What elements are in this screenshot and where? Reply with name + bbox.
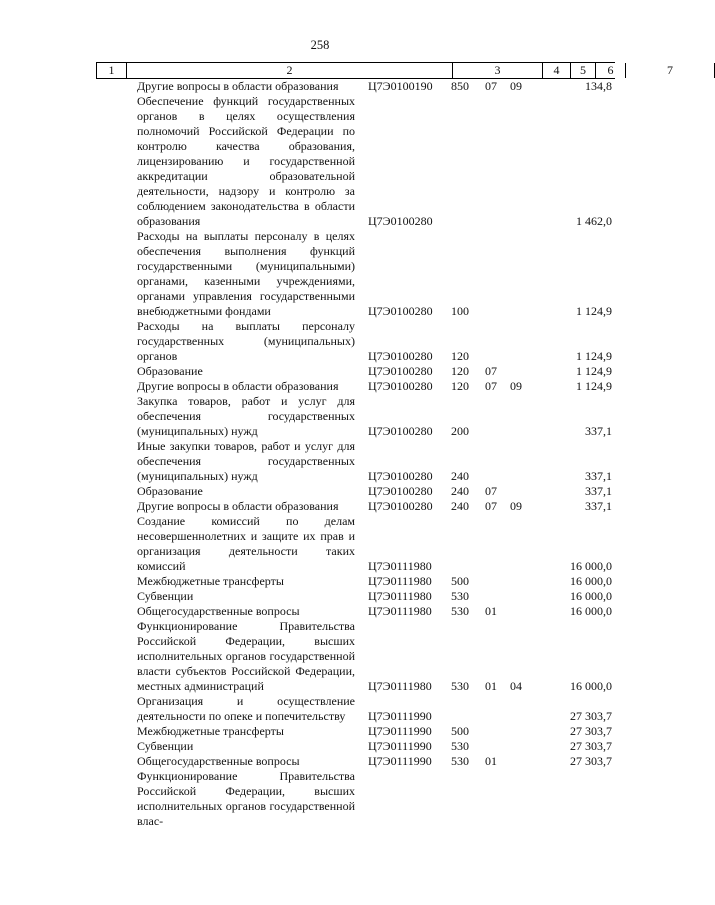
row-expense-type: 100 — [451, 304, 469, 318]
row-name: Другие вопросы в области образования — [137, 379, 339, 393]
row-amount: 1 462,0 — [576, 214, 612, 228]
table-row — [0, 724, 640, 739]
row-name: Расходы на выплаты персоналу в целях обеспечения выполнения функций государственными (муниципальными) органами, казенными учреждениями, органами управления государственными внебюджетными фондами — [137, 229, 355, 318]
row-amount: 16 000,0 — [570, 679, 612, 693]
row-code: Ц7Э0100280 — [368, 364, 433, 378]
row-code: Ц7Э0111980 — [368, 604, 432, 618]
row-name: Создание комиссий по делам несовершеннолетних и защите их прав и организация деятельности таких комиссий — [137, 514, 355, 573]
row-name: Общегосударственные вопросы — [137, 604, 300, 618]
row-expense-type: 530 — [451, 589, 469, 603]
row-amount: 1 124,9 — [576, 349, 612, 363]
row-code: Ц7Э0111980 — [368, 679, 432, 693]
row-amount: 337,1 — [585, 469, 612, 483]
row-amount: 1 124,9 — [576, 379, 612, 393]
row-expense-type: 120 — [451, 379, 469, 393]
row-expense-type: 500 — [451, 724, 469, 738]
row-expense-type: 530 — [451, 679, 469, 693]
header-col-7: 7 — [625, 63, 715, 78]
row-name: Образование — [137, 364, 203, 378]
row-code: Ц7Э0100280 — [368, 499, 433, 513]
row-code: Ц7Э0100280 — [368, 484, 433, 498]
table-row — [0, 754, 640, 769]
table-row — [0, 499, 640, 514]
row-section: 07 — [485, 79, 497, 93]
table-row — [0, 379, 640, 394]
page-number: 258 — [310, 38, 330, 52]
row-section: 07 — [485, 499, 497, 513]
row-code: Ц7Э0100280 — [368, 214, 433, 228]
row-subsection: 09 — [510, 79, 522, 93]
row-amount: 27 303,7 — [570, 754, 612, 768]
row-name: Функционирование Правительства Российской Федерации, высших исполнительных органов государственной влас- — [137, 769, 355, 828]
row-name: Иные закупки товаров, работ и услуг для обеспечения государственных (муниципальных) нужд — [137, 439, 355, 483]
row-code: Ц7Э0100280 — [368, 469, 433, 483]
header-col-1: 1 — [96, 63, 126, 78]
table-row — [0, 319, 640, 364]
table-row — [0, 94, 640, 229]
row-name: Функционирование Правительства Российской Федерации, высших исполнительных органов государственной власти субъектов Российской Федерации, местных администраций — [137, 619, 355, 693]
row-amount: 1 124,9 — [576, 364, 612, 378]
row-amount: 337,1 — [585, 484, 612, 498]
row-amount: 27 303,7 — [570, 739, 612, 753]
row-expense-type: 500 — [451, 574, 469, 588]
budget-table-body — [0, 79, 640, 829]
row-name: Образование — [137, 484, 203, 498]
row-section: 01 — [485, 754, 497, 768]
row-expense-type: 850 — [451, 79, 469, 93]
row-name: Расходы на выплаты персоналу государственных (муниципальных) органов — [137, 319, 355, 363]
row-name: Межбюджетные трансферты — [137, 724, 284, 738]
row-name: Субвенции — [137, 739, 194, 753]
header-col-6: 6 — [595, 63, 625, 78]
table-row — [0, 769, 640, 829]
row-amount: 16 000,0 — [570, 574, 612, 588]
table-row — [0, 604, 640, 619]
row-amount: 16 000,0 — [570, 589, 612, 603]
header-col-5: 5 — [570, 63, 595, 78]
table-row — [0, 484, 640, 499]
table-row — [0, 694, 640, 724]
row-code: Ц7Э0111980 — [368, 559, 432, 573]
table-row — [0, 574, 640, 589]
table-row — [0, 619, 640, 694]
row-code: Ц7Э0100280 — [368, 424, 433, 438]
row-amount: 337,1 — [585, 499, 612, 513]
row-name: Закупка товаров, работ и услуг для обеспечения государственных (муниципальных) нужд — [137, 394, 355, 438]
row-code: Ц7Э0111980 — [368, 589, 432, 603]
row-name: Межбюджетные трансферты — [137, 574, 284, 588]
header-col-4: 4 — [542, 63, 570, 78]
row-section: 01 — [485, 679, 497, 693]
row-code: Ц7Э0111990 — [368, 724, 432, 738]
row-amount: 27 303,7 — [570, 724, 612, 738]
row-subsection: 09 — [510, 379, 522, 393]
row-code: Ц7Э0100280 — [368, 379, 433, 393]
row-expense-type: 530 — [451, 739, 469, 753]
row-amount: 27 303,7 — [570, 709, 612, 723]
row-name: Общегосударственные вопросы — [137, 754, 300, 768]
row-expense-type: 240 — [451, 499, 469, 513]
row-code: Ц7Э0111990 — [368, 709, 432, 723]
row-code: Ц7Э0111990 — [368, 739, 432, 753]
header-col-2: 2 — [126, 63, 452, 78]
row-code: Ц7Э0100280 — [368, 349, 433, 363]
row-name: Организация и осуществление деятельности по опеке и попечительству — [137, 694, 355, 723]
row-expense-type: 240 — [451, 484, 469, 498]
row-amount: 134,8 — [585, 79, 612, 93]
row-amount: 1 124,9 — [576, 304, 612, 318]
row-name: Субвенции — [137, 589, 194, 603]
row-amount: 16 000,0 — [570, 559, 612, 573]
row-expense-type: 240 — [451, 469, 469, 483]
header-col-3: 3 — [452, 63, 542, 78]
row-name: Обеспечение функций государственных органов в целях осуществления полномочий Российской Федерации по контролю качества образования, лицензированию и государственной аккредитации образовательной деятельности, надзору и контролю за соблюдением законодательства в области образования — [137, 94, 355, 228]
row-expense-type: 530 — [451, 754, 469, 768]
row-subsection: 09 — [510, 499, 522, 513]
table-header — [96, 62, 673, 79]
row-expense-type: 530 — [451, 604, 469, 618]
row-code: Ц7Э0100190 — [368, 79, 433, 93]
table-row — [0, 739, 640, 754]
row-name: Другие вопросы в области образования — [137, 499, 339, 513]
table-row — [0, 514, 640, 574]
table-row — [0, 79, 640, 94]
row-expense-type: 120 — [451, 349, 469, 363]
row-code: Ц7Э0100280 — [368, 304, 433, 318]
row-name: Другие вопросы в области образования — [137, 79, 339, 93]
row-expense-type: 200 — [451, 424, 469, 438]
row-section: 07 — [485, 364, 497, 378]
row-code: Ц7Э0111980 — [368, 574, 432, 588]
row-subsection: 04 — [510, 679, 522, 693]
table-row — [0, 229, 640, 319]
table-row — [0, 364, 640, 379]
row-expense-type: 120 — [451, 364, 469, 378]
row-amount: 337,1 — [585, 424, 612, 438]
table-row — [0, 439, 640, 484]
row-amount: 16 000,0 — [570, 604, 612, 618]
row-section: 01 — [485, 604, 497, 618]
table-row — [0, 589, 640, 604]
row-code: Ц7Э0111990 — [368, 754, 432, 768]
table-row — [0, 394, 640, 439]
row-section: 07 — [485, 379, 497, 393]
row-section: 07 — [485, 484, 497, 498]
